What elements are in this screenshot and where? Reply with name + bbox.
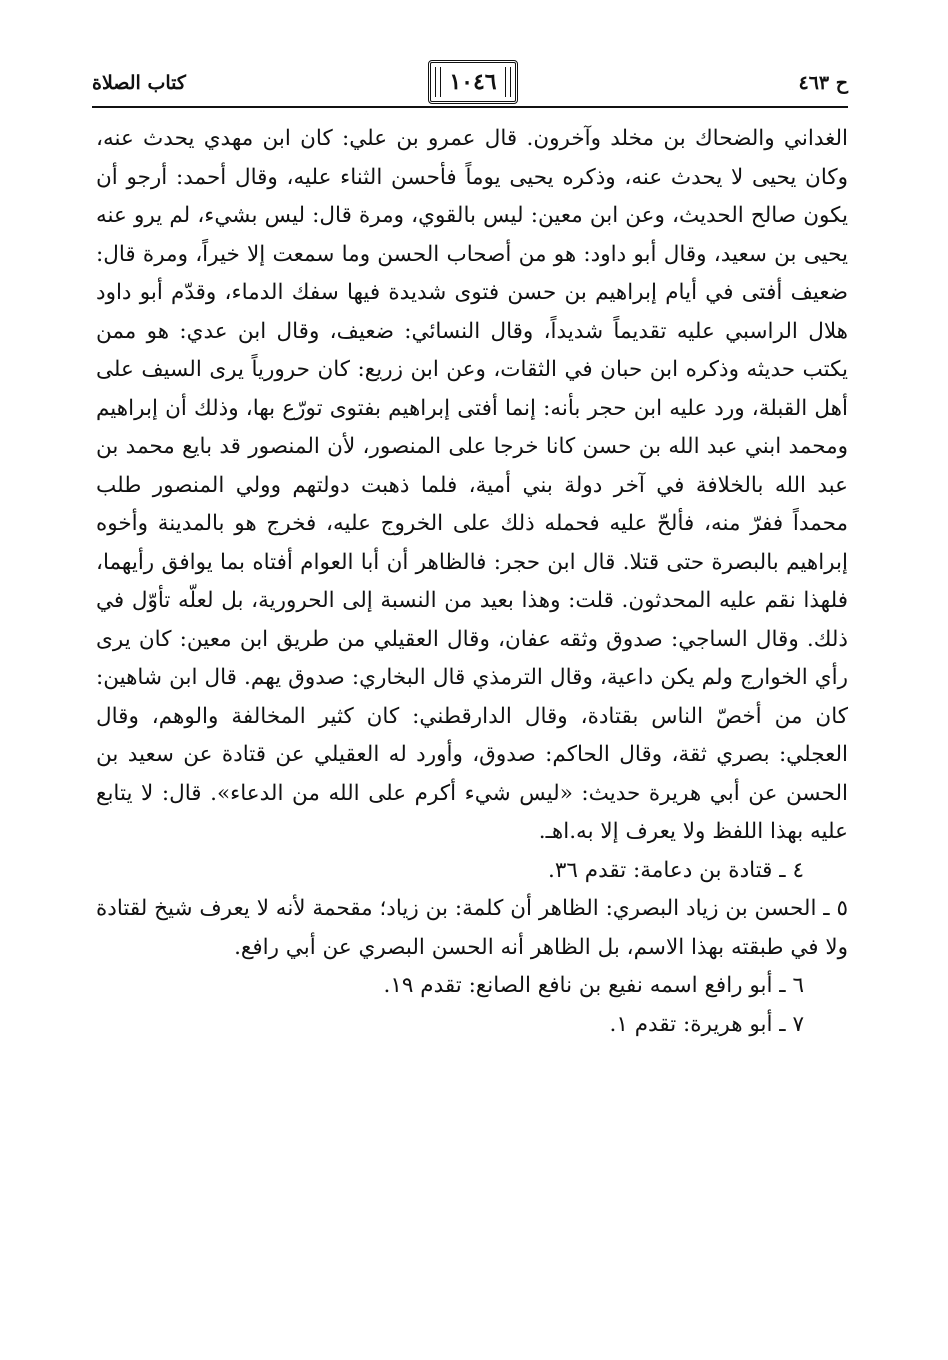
page-number-frame xyxy=(428,60,518,104)
note-item-7: ٧ ـ أبو هريرة: تقدم ١. xyxy=(609,1011,804,1037)
header-rule xyxy=(92,106,848,108)
book-title: كتاب الصلاة xyxy=(92,72,186,94)
page-header xyxy=(92,58,848,108)
page-body xyxy=(96,120,848,1044)
page-reference: ح ٤٦٣ xyxy=(798,72,848,94)
page-number: ١٠٤٦ xyxy=(449,69,497,95)
note-item-4: ٤ ـ قتادة بن دعامة: تقدم ٣٦. xyxy=(547,857,804,883)
note-item-5: ٥ ـ الحسن بن زياد البصري: الظاهر أن كلمة: بن زياد؛ مقحمة لأنه لا يعرف شيخ لقتادة ولا في طبقته بهذا الاسم، بل الظاهر أنه الحسن البصري عن أبي رافع. xyxy=(96,896,848,960)
note-item-6: ٦ ـ أبو رافع اسمه نفيع بن نافع الصانع: تقدم ١٩. xyxy=(383,973,804,998)
main-paragraph: الغداني والضحاك بن مخلد وآخرون. قال عمرو بن علي: كان ابن مهدي يحدث عنه، وكان يحيى لا يحدث عنه، وذكره يحيى يوماً فأحسن الثناء عليه، وقال أحمد: أرجو أن يكون صالح الحديث، وعن ابن معين: ليس بالقوي، ومرة قال: ليس بشيء، لم يرو عنه يحيى بن سعيد، وقال أبو داود: هو من أصحاب الحسن وما سمعت إلا خيراً، ومرة قال: ضعيف أفتى في أيام إبراهيم بن حسن فتوى شديدة فيها سفك الدماء، وقدّم أبو داود هلال الراسبي عليه تقديماً شديداً، وقال النسائي: ضعيف، وقال ابن عدي: هو ممن يكتب حديثه وذكره ابن حبان في الثقات، وعن ابن زريع: كان حرورياً يرى السيف على أهل القبلة، ورد عليه ابن حجر بأنه: إنما أفتى إبراهيم بفتوى تورّع بها، وذلك أن إبراهيم ومحمد ابني عبد الله بن حسن كانا خرجا على المنصور، لأن المنصور قد بايع محمد بن عبد الله بالخلافة في آخر دولة بني أمية، فلما ذهبت دولتهم وولي المنصور طلب محمداً ففرّ منه، فألحّ عليه فحمله ذلك على الخروج عليه، فخرج هو بالمدينة وأخوه إبراهيم بالبصرة حتى قتلا. قال ابن حجر: فالظاهر أن أبا العوام أفتاه بما يوافق رأيهما، فلهذا نقم عليه المحدثون. قلت: وهذا بعيد من النسبة إلى الحرورية، بل لعلّه تأوّل في ذلك. وقال الساجي: صدوق وثقه عفان، وقال العقيلي من طريق ابن معين: كان يرى رأي الخوارج ولم يكن داعية، وقال الترمذي قال البخاري: صدوق يهم. قال ابن شاهين: كان من أخصّ الناس بقتادة، وقال الدارقطني: كان كثير المخالفة والوهم، وقال العجلي: بصري ثقة، وقال الحاكم: صدوق، وأورد له العقيلي عن قتادة عن سعيد بن الحسن عن أبي هريرة حديث: «ليس شيء أكرم على الله من الدعاء». قال: لا يتابع عليه بهذا اللفظ ولا يعرف إلا به.اهـ. xyxy=(96,126,849,844)
